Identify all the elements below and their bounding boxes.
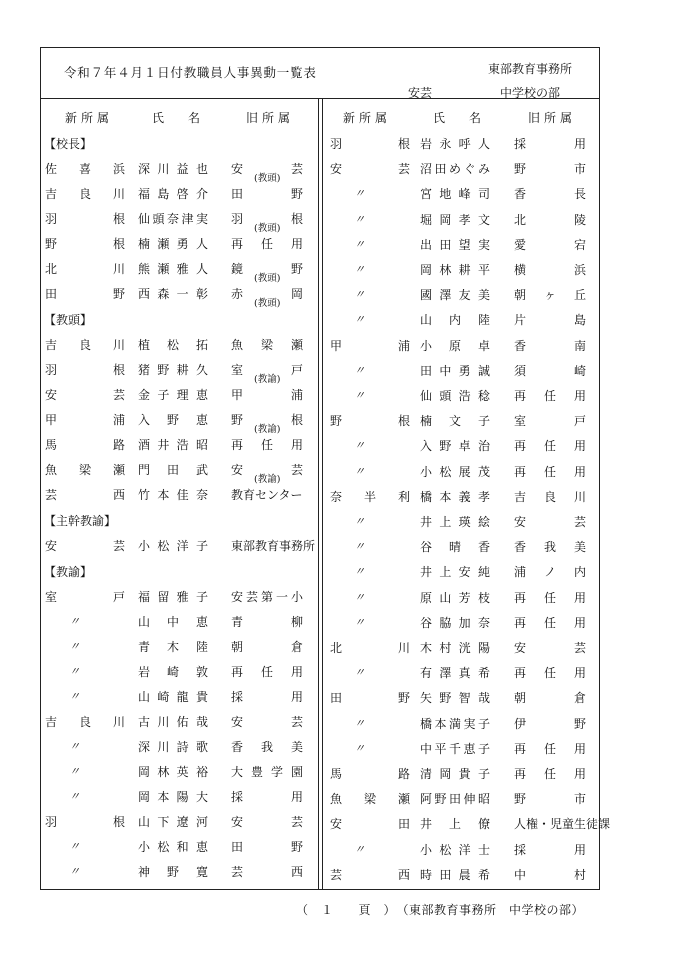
right-old-affiliation: 再任用 [514, 590, 586, 605]
header-new-right: 新所属 [343, 111, 392, 125]
right-new-affiliation: 芸西 [330, 867, 410, 882]
right-name: 井上僚 [420, 817, 490, 832]
left-old-affiliation: 野根 [231, 413, 303, 427]
left-name: 古川佑哉 [138, 715, 208, 729]
right-new-affiliation: 〃 [354, 313, 365, 327]
left-name: 福留雅子 [138, 590, 208, 604]
right-old-affiliation: 中村 [514, 867, 586, 882]
left-name: 山中恵 [138, 615, 208, 629]
right-old-affiliation: 野市 [514, 162, 586, 177]
left-old-affiliation: 東部教育事務所 [231, 539, 316, 553]
right-name: 岩永呼人 [420, 137, 490, 151]
left-new-affiliation: 〃 [69, 615, 80, 628]
left-old-affiliation: 鏡野 [231, 262, 303, 276]
right-new-affiliation: 〃 [354, 464, 365, 478]
left-new-affiliation: 〃 [69, 765, 80, 778]
right-name: 山内陸 [420, 313, 490, 328]
right-name: 中平千恵子 [420, 741, 490, 756]
left-new-affiliation: 魚梁瀬 [45, 463, 125, 477]
right-old-affiliation: 愛宕 [514, 237, 586, 252]
column-divider-double [322, 98, 323, 890]
left-name: 門田武 [138, 463, 208, 477]
left-new-affiliation: 馬路 [45, 438, 125, 452]
left-old-position-note: (教頭) [254, 273, 281, 284]
right-new-affiliation: 〃 [354, 187, 365, 201]
right-name: 木村洸陽 [420, 641, 490, 655]
left-old-affiliation: 教育センター [231, 488, 303, 502]
right-name: 堀岡孝文 [420, 212, 490, 227]
left-old-affiliation: 青柳 [231, 615, 303, 629]
right-new-affiliation: 〃 [354, 389, 365, 402]
right-name: 橋本義孝 [420, 489, 490, 504]
left-new-affiliation: 佐喜浜 [45, 162, 125, 176]
right-old-affiliation: 朝ヶ丘 [514, 288, 586, 303]
right-old-affiliation: 採用 [514, 842, 586, 857]
right-old-affiliation: 香南 [514, 338, 586, 353]
left-old-position-note: (教諭) [254, 374, 281, 385]
header-new-left: 新所属 [65, 111, 114, 125]
left-name: 西森一彰 [138, 287, 208, 301]
right-name: 有澤真希 [420, 666, 490, 681]
right-name: 井上瑛絵 [420, 515, 490, 529]
right-old-affiliation: 再任用 [514, 767, 586, 781]
right-old-affiliation: 吉良川 [514, 489, 586, 504]
right-new-affiliation: 安田 [330, 817, 410, 832]
left-name: 熊瀬雅人 [138, 262, 208, 276]
left-old-affiliation: 田野 [231, 187, 303, 201]
left-old-affiliation: 魚梁瀬 [231, 338, 303, 352]
right-new-affiliation: 〃 [354, 263, 365, 276]
right-new-affiliation: 奈半利 [330, 489, 410, 504]
school-level: 中学校の部 [500, 86, 561, 100]
header-name-left: 氏 名 [152, 111, 201, 125]
left-name: 猪野耕久 [138, 363, 208, 377]
right-old-affiliation: 片島 [514, 313, 586, 328]
left-new-affiliation: 羽根 [45, 212, 125, 226]
right-name: 清岡貴子 [420, 767, 490, 781]
left-name: 仙頭奈津実 [138, 212, 208, 226]
header-name-right: 氏 名 [433, 111, 482, 125]
left-name: 山下遼河 [138, 815, 208, 829]
section-teacher: 【教諭】 [44, 565, 93, 579]
left-new-affiliation: 田野 [45, 287, 125, 301]
right-old-affiliation: 香我美 [514, 540, 586, 555]
right-new-affiliation: 〃 [354, 540, 365, 554]
left-old-affiliation: 再任用 [231, 665, 303, 679]
section-chief-teacher: 【主幹教諭】 [44, 514, 117, 528]
right-new-affiliation: 〃 [354, 212, 365, 226]
left-name: 青木陸 [138, 640, 208, 654]
right-name: 楠文子 [420, 414, 490, 429]
right-name: 谷晴香 [420, 540, 490, 555]
left-new-affiliation: 北川 [45, 262, 125, 276]
left-name: 岡林英裕 [138, 765, 208, 779]
left-old-affiliation: 安芸第一小 [231, 590, 303, 604]
left-old-affiliation: 甲浦 [231, 388, 303, 402]
page-footer: （ １ 頁 ） （東部教育事務所 中学校の部） [296, 903, 585, 917]
right-name: 小松展茂 [420, 464, 490, 479]
left-new-affiliation: 〃 [69, 865, 80, 878]
right-old-affiliation: 再任用 [514, 464, 586, 479]
right-old-affiliation: 安芸 [514, 515, 586, 529]
right-old-affiliation: 再任用 [514, 666, 586, 681]
document-title: 令和７年４月１日付教職員人事異動一覧表 [64, 65, 317, 80]
left-old-affiliation: 室戸 [231, 363, 303, 377]
left-old-position-note: (教頭) [254, 223, 281, 234]
left-old-affiliation: 再任用 [231, 237, 303, 251]
left-old-affiliation: 田野 [231, 840, 303, 854]
left-old-affiliation: 赤岡 [231, 287, 303, 301]
left-new-affiliation: 羽根 [45, 363, 125, 377]
right-name: 岡林耕平 [420, 263, 490, 277]
left-new-affiliation: 羽根 [45, 815, 125, 829]
right-new-affiliation: 野根 [330, 414, 410, 429]
left-old-affiliation: 採用 [231, 690, 303, 704]
left-old-affiliation: 羽根 [231, 212, 303, 226]
right-old-affiliation: 野市 [514, 792, 586, 807]
right-old-affiliation: 再任用 [514, 741, 586, 756]
left-old-affiliation: 香我美 [231, 740, 303, 754]
left-old-affiliation: 芸西 [231, 865, 303, 879]
right-new-affiliation: 田野 [330, 691, 410, 706]
left-name: 山崎龍貴 [138, 690, 208, 704]
right-old-affiliation: 人権・児童生徒課 [514, 817, 611, 832]
left-new-affiliation: 野根 [45, 237, 125, 251]
left-old-affiliation: 安芸 [231, 815, 303, 829]
right-name: 田中勇誠 [420, 363, 490, 378]
left-name: 深川益也 [138, 162, 208, 176]
right-name: 矢野智哉 [420, 691, 490, 706]
left-name: 福島啓介 [138, 187, 208, 201]
right-new-affiliation: 甲浦 [330, 338, 410, 353]
left-name: 楠瀬勇人 [138, 237, 208, 251]
left-new-affiliation: 〃 [69, 665, 80, 678]
right-old-affiliation: 伊野 [514, 716, 586, 731]
right-old-affiliation: 採用 [514, 137, 586, 151]
left-new-affiliation: 〃 [69, 840, 80, 853]
right-name: 沼田めぐみ [420, 162, 490, 177]
left-old-affiliation: 採用 [231, 790, 303, 804]
right-new-affiliation: 北川 [330, 641, 410, 655]
right-new-affiliation: 羽根 [330, 137, 410, 151]
right-name: 井上安純 [420, 565, 490, 580]
left-name: 小松洋子 [138, 539, 208, 553]
left-old-position-note: (教諭) [254, 474, 281, 485]
right-old-affiliation: 浦ノ内 [514, 565, 586, 580]
left-old-affiliation: 安芸 [231, 162, 303, 176]
left-new-affiliation: 〃 [69, 690, 80, 703]
left-name: 神野寛 [138, 865, 208, 879]
right-old-affiliation: 再任用 [514, 615, 586, 630]
left-name: 植松拓 [138, 338, 208, 352]
right-old-affiliation: 再任用 [514, 439, 586, 454]
left-old-affiliation: 安芸 [231, 715, 303, 729]
left-new-affiliation: 〃 [69, 790, 80, 803]
right-new-affiliation: 魚梁瀬 [330, 792, 410, 807]
left-name: 深川詩歌 [138, 740, 208, 754]
right-new-affiliation: 〃 [354, 439, 365, 453]
right-name: 宮地峰司 [420, 187, 490, 202]
header-old-right: 旧所属 [528, 111, 577, 125]
left-old-affiliation: 再任用 [231, 438, 303, 452]
right-new-affiliation: 〃 [354, 288, 365, 302]
right-old-affiliation: 再任用 [514, 389, 586, 403]
right-name: 阿野田伸昭 [420, 792, 490, 807]
left-new-affiliation: 室戸 [45, 590, 125, 604]
right-old-affiliation: 横浜 [514, 263, 586, 277]
right-name: 小原卓 [420, 338, 490, 353]
section-principal: 【校長】 [44, 137, 93, 151]
right-new-affiliation: 〃 [354, 565, 365, 579]
left-new-affiliation: 吉良川 [45, 715, 125, 729]
left-name: 入野恵 [138, 413, 208, 427]
right-new-affiliation: 〃 [354, 615, 365, 629]
left-old-affiliation: 大豊学園 [231, 765, 303, 779]
right-new-affiliation: 馬路 [330, 767, 410, 781]
left-old-position-note: (教頭) [254, 298, 281, 309]
right-name: 出田望実 [420, 237, 490, 252]
left-new-affiliation: 〃 [69, 740, 80, 753]
left-new-affiliation: 芸西 [45, 488, 125, 502]
right-name: 仙頭浩稔 [420, 389, 490, 403]
right-new-affiliation: 安芸 [330, 162, 410, 177]
left-old-position-note: (教諭) [254, 424, 281, 435]
right-old-affiliation: 安芸 [514, 641, 586, 655]
left-new-affiliation: 〃 [69, 640, 80, 653]
section-vice-principal: 【教頭】 [44, 313, 93, 327]
right-name: 入野卓治 [420, 439, 490, 454]
right-name: 橋本満実子 [420, 716, 490, 731]
right-name: 原山芳枝 [420, 590, 490, 605]
right-old-affiliation: 朝倉 [514, 691, 586, 706]
left-name: 岡本陽大 [138, 790, 208, 804]
right-old-affiliation: 香長 [514, 187, 586, 202]
left-old-affiliation: 安芸 [231, 463, 303, 477]
right-new-affiliation: 〃 [354, 515, 365, 528]
left-old-position-note: (教頭) [254, 173, 281, 184]
right-name: 國澤友美 [420, 288, 490, 303]
right-name: 小松洋士 [420, 842, 490, 857]
left-new-affiliation: 安芸 [45, 539, 125, 553]
left-new-affiliation: 吉良川 [45, 187, 125, 201]
right-new-affiliation: 〃 [354, 716, 365, 730]
left-new-affiliation: 吉良川 [45, 338, 125, 352]
right-new-affiliation: 〃 [354, 741, 365, 755]
header-old-left: 旧所属 [246, 111, 295, 125]
right-name: 時田晨希 [420, 867, 490, 882]
right-old-affiliation: 室戸 [514, 414, 586, 429]
left-name: 竹本佳奈 [138, 488, 208, 502]
left-new-affiliation: 甲浦 [45, 413, 125, 427]
right-name: 谷脇加奈 [420, 615, 490, 630]
right-new-affiliation: 〃 [354, 842, 365, 856]
column-divider [318, 98, 319, 890]
left-name: 岩崎敦 [138, 665, 208, 679]
left-old-affiliation: 朝倉 [231, 640, 303, 654]
left-name: 小松和恵 [138, 840, 208, 854]
left-name: 酒井浩昭 [138, 438, 208, 452]
district-name: 安芸 [408, 86, 433, 100]
right-new-affiliation: 〃 [354, 590, 365, 604]
right-new-affiliation: 〃 [354, 363, 365, 377]
right-new-affiliation: 〃 [354, 666, 365, 680]
right-old-affiliation: 北陵 [514, 212, 586, 227]
right-new-affiliation: 〃 [354, 237, 365, 251]
left-new-affiliation: 安芸 [45, 388, 125, 402]
right-old-affiliation: 須崎 [514, 363, 586, 378]
office-name: 東部教育事務所 [488, 62, 573, 76]
left-name: 金子理恵 [138, 388, 208, 402]
